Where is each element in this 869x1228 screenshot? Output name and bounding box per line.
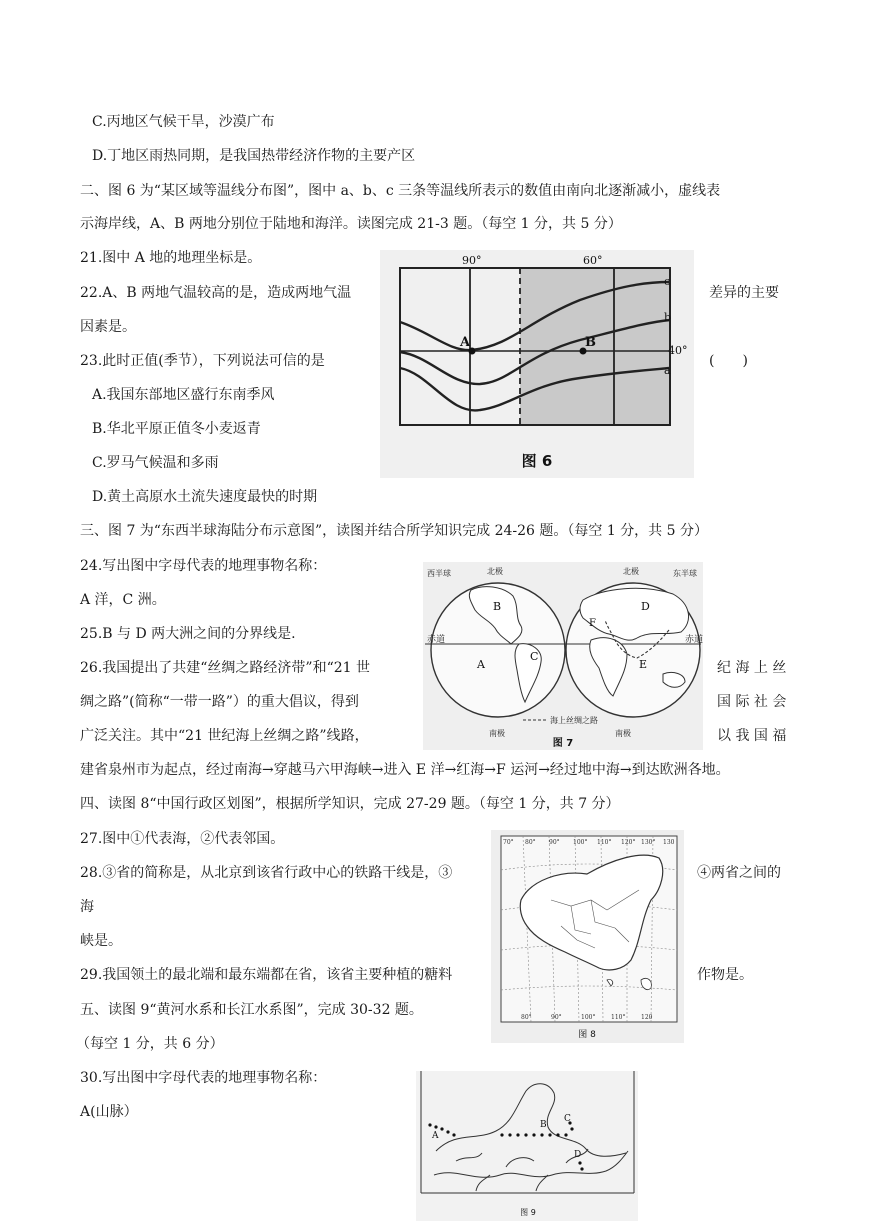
question-26-route: 建省泉州市为起点，经过南海→穿越马六甲海峡→进入 E 洋→红海→F 运河→经过地中海→到达欧洲各地。 — [80, 762, 730, 778]
isotherm-a-label: a — [664, 364, 671, 377]
question-26-left-1: 26.我国提出了共建“丝绸之路经济带”和“21 世 — [80, 660, 370, 676]
q23-option-b: B.华北平原正值冬小麦返青 — [92, 421, 261, 437]
east-hemisphere-label: 东半球 — [673, 569, 697, 578]
question-28-right: ④两省之间的 — [697, 865, 781, 881]
point-a-label: A — [460, 335, 471, 350]
top-lon-130: 130° — [641, 839, 656, 846]
question-27: 27.图中①代表海，②代表邻国。 — [80, 831, 285, 847]
top-lon-110: 110° — [597, 839, 612, 846]
bottom-lon-100: 100° — [581, 1014, 596, 1021]
south-pole-label-east: 南极 — [615, 729, 631, 738]
figure-7-caption: 图 7 — [552, 738, 574, 749]
section-two-instructions: 示海岸线，A、B 两地分别位于陆地和海洋。读图完成 21-3 题。（每空 1 分，共 5 分） — [80, 216, 622, 232]
lat-40-label: 40° — [668, 344, 688, 357]
north-pole-label-east: 北极 — [623, 567, 639, 576]
silk-road-legend: 海上丝绸之路 — [550, 716, 598, 725]
question-21: 21.图中 A 地的地理坐标是。 — [80, 250, 262, 266]
question-26-right-2: 国 际 社 会 — [717, 694, 787, 710]
south-pole-label-west: 南极 — [489, 729, 505, 738]
fig9-label-b: B — [540, 1120, 547, 1130]
question-29-left: 29.我国领土的最北端和最东端都在省，该省主要种植的糖料 — [80, 967, 453, 983]
bottom-lon-80: 80° — [521, 1014, 532, 1021]
option-d-text: D.丁地区雨热同期，是我国热带经济作物的主要产区 — [92, 148, 416, 164]
bottom-lon-110: 110° — [611, 1014, 626, 1021]
question-23: 23.此时正值(季节），下列说法可信的是 — [80, 353, 325, 369]
section-five-heading: 五、读图 9“黄河水系和长江水系图”，完成 30-32 题。 — [80, 1002, 423, 1018]
equator-label-east: 赤道 — [685, 635, 703, 645]
west-hemisphere-label: 西半球 — [427, 569, 451, 578]
isotherm-c-label: c — [664, 275, 671, 288]
section-five-score: （每空 1 分，共 6 分） — [76, 1036, 224, 1052]
question-26-left-3: 广泛关注。其中“21 世纪海上丝绸之路”线路， — [80, 728, 369, 744]
figure-7-hemispheres-map — [423, 562, 703, 750]
north-pole-label-west: 北极 — [487, 567, 503, 576]
label-e: E — [639, 658, 648, 671]
section-four-heading: 四、读图 8“中国行政区划图”，根据所学知识，完成 27-29 题。（每空 1 分，共 7 分） — [80, 796, 620, 812]
top-lon-70: 70° — [503, 839, 514, 846]
question-29-right: 作物是。 — [697, 967, 753, 983]
question-24: 24.写出图中字母代表的地理事物名称： — [80, 558, 327, 574]
question-28-left: 28.③省的简称是，从北京到该省行政中心的铁路干线是，③ — [80, 865, 453, 881]
top-lon-130b: 130 — [663, 839, 675, 846]
q23-option-a: A.我国东部地区盛行东南季风 — [92, 387, 275, 403]
top-lon-100: 100° — [573, 839, 588, 846]
figure-9-river-map — [416, 1071, 638, 1221]
option-c-text: C.丙地区气候干旱，沙漠广布 — [92, 114, 275, 130]
question-22-right: 差异的主要 — [709, 285, 779, 301]
bottom-lon-90: 90° — [551, 1014, 562, 1021]
lon-90-label: 90° — [462, 254, 482, 267]
top-lon-90: 90° — [549, 839, 560, 846]
label-f: F — [589, 618, 596, 629]
label-a: A — [477, 658, 485, 671]
figure-9-caption: 图 9 — [520, 1208, 536, 1217]
label-d: D — [641, 600, 650, 613]
question-30-a: A(山脉） — [80, 1104, 138, 1120]
bottom-lon-120: 120 — [641, 1014, 653, 1021]
question-22-cont: 因素是。 — [80, 319, 136, 335]
label-c: C — [530, 650, 539, 663]
figure-6-isotherm-map — [380, 250, 694, 478]
q23-option-d: D.黄土高原水土流失速度最快的时期 — [92, 489, 318, 505]
figure-8-caption: 图 8 — [578, 1030, 596, 1040]
point-b-label: B — [585, 335, 596, 350]
answer-bracket: ( ) — [709, 353, 748, 369]
top-lon-80: 80° — [525, 839, 536, 846]
fig9-label-d: D — [574, 1150, 582, 1160]
isotherm-b-label: b — [664, 311, 672, 324]
question-25: 25.B 与 D 两大洲之间的分界线是. — [80, 626, 296, 642]
question-28-cont-2: 峡是。 — [80, 933, 122, 949]
question-28-cont-1: 海 — [80, 899, 94, 915]
figure-8-china-map — [491, 830, 684, 1043]
question-30: 30.写出图中字母代表的地理事物名称： — [80, 1070, 327, 1086]
fig9-label-c: C — [564, 1114, 571, 1124]
question-24-blanks: A 洋，C 洲。 — [80, 592, 166, 608]
lon-60-label: 60° — [583, 254, 603, 267]
question-22-left: 22.A、B 两地气温较高的是，造成两地气温 — [80, 285, 352, 301]
question-26-right-3: 以 我 国 福 — [717, 728, 787, 744]
section-two-heading: 二、图 6 为“某区域等温线分布图”，图中 a、b、c 三条等温线所表示的数值由南向北逐渐减小，虚线表 — [80, 183, 721, 199]
label-b: B — [493, 600, 502, 613]
question-26-left-2: 绸之路”(简称“一带一路”）的重大倡议，得到 — [80, 694, 359, 710]
figure-6-caption: 图 6 — [521, 452, 553, 470]
top-lon-120: 120° — [621, 839, 636, 846]
section-three-heading: 三、图 7 为“东西半球海陆分布示意图”，读图并结合所学知识完成 24-26 题。（每空 1 分，共 5 分） — [80, 523, 708, 539]
equator-label-west: 赤道 — [427, 635, 446, 645]
question-26-right-1: 纪 海 上 丝 — [717, 660, 787, 676]
fig9-label-a: A — [432, 1131, 439, 1141]
q23-option-c: C.罗马气候温和多雨 — [92, 455, 219, 471]
